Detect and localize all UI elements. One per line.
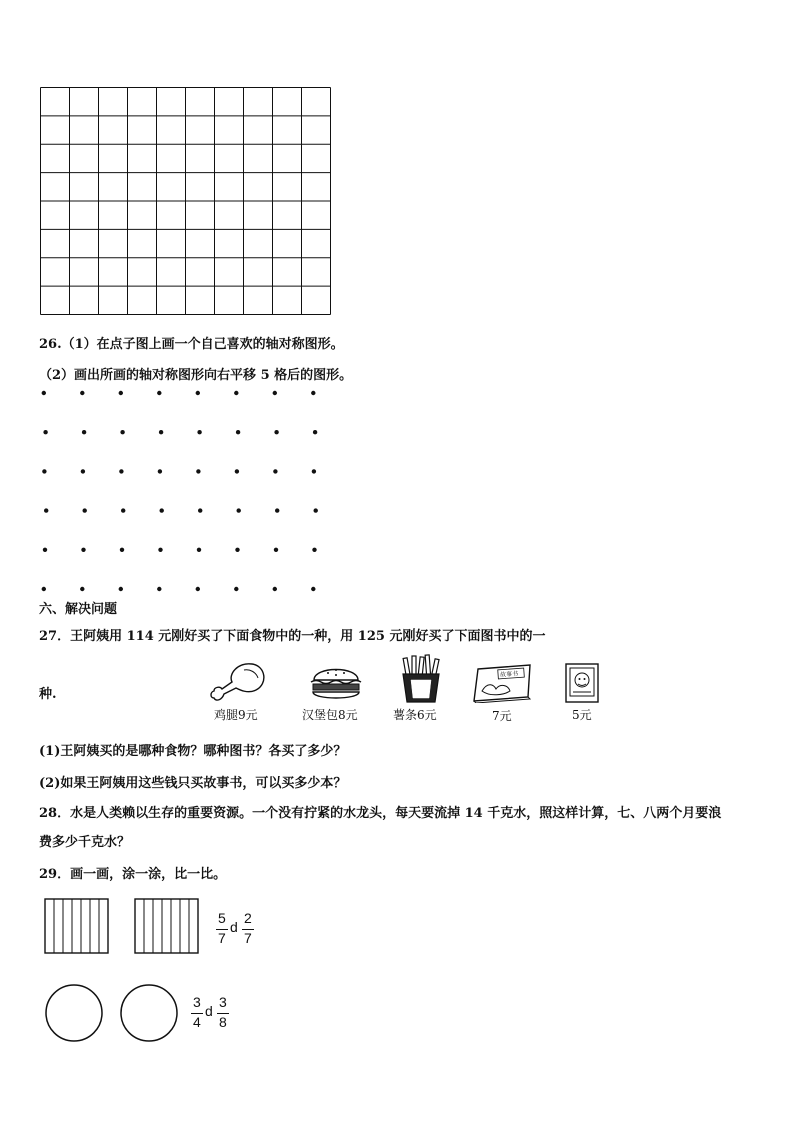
- grid-dot: [313, 430, 317, 434]
- french-fries-icon: [395, 654, 447, 704]
- compare-placeholder[interactable]: d: [230, 919, 238, 935]
- grid-dot: [197, 430, 201, 434]
- grid-dot: [196, 469, 200, 473]
- grid-dot: [157, 587, 161, 591]
- story-book-icon: [470, 663, 534, 703]
- grid-dot: [158, 469, 162, 473]
- grid-dot: [273, 587, 277, 591]
- item-french-fries: [393, 654, 453, 723]
- fraction-numerator: 2: [244, 910, 252, 926]
- compare-placeholder[interactable]: d: [205, 1003, 213, 1019]
- fraction-comparison-2: [191, 994, 229, 1034]
- grid-dot: [234, 587, 238, 591]
- picture-book-icon: [562, 662, 602, 704]
- grid-dot: [81, 469, 85, 473]
- chicken-leg-icon: [208, 660, 268, 704]
- story-book-cover-title: 故事书: [499, 670, 519, 679]
- grid-dot: [274, 548, 278, 552]
- question-27-text: 27．王阿姨用 114 元刚好买了下面食物中的一种，用 125 元刚好买了下面图书中的一: [39, 629, 546, 644]
- grid-dot: [235, 548, 239, 552]
- fraction-circle-2[interactable]: [119, 983, 179, 1043]
- grid-dot: [42, 391, 46, 395]
- fraction-denominator: 8: [219, 1014, 227, 1030]
- grid-dot: [160, 508, 164, 512]
- grid-dot: [44, 508, 48, 512]
- grid-dot: [311, 391, 315, 395]
- grid-dot: [312, 469, 316, 473]
- fraction-numerator: 5: [218, 910, 226, 926]
- grid-dot: [273, 469, 277, 473]
- grid-dot: [120, 430, 124, 434]
- grid-dot: [82, 430, 86, 434]
- fraction-denominator: 4: [193, 1014, 201, 1030]
- grid-dot: [197, 548, 201, 552]
- grid-dot: [120, 548, 124, 552]
- grid-dot: [275, 508, 279, 512]
- item-story-book: [470, 663, 536, 724]
- fraction-numerator: 3: [219, 994, 227, 1010]
- fraction-denominator: 7: [244, 930, 252, 946]
- grid-dot: [311, 587, 315, 591]
- fraction-comparison-1: [216, 910, 254, 950]
- item-chicken-leg: [208, 660, 272, 723]
- grid-dot: [157, 391, 161, 395]
- grid-dot: [159, 430, 163, 434]
- hamburger-icon: [306, 660, 366, 704]
- square-grid[interactable]: [39, 86, 332, 316]
- fraction-denominator: 7: [218, 930, 226, 946]
- grid-dot: [196, 391, 200, 395]
- item-hamburger: [302, 660, 372, 723]
- grid-dot: [43, 548, 47, 552]
- question-26-part1: 26.（1）在点子图上画一个自己喜欢的轴对称图形。: [39, 337, 344, 352]
- question-27-sub1: (1)王阿姨买的是哪种食物？哪种图书？各买了多少？: [39, 744, 347, 759]
- question-28-text: 28．水是人类赖以生存的重要资源。一个没有拧紧的水龙头，每天要流掉 14 千克水，照这样计算，七、八两个月要浪: [39, 806, 722, 821]
- dot-grid[interactable]: [35, 384, 335, 600]
- question-28-text-cont: 费多少千克水？: [39, 835, 131, 850]
- grid-dot: [80, 587, 84, 591]
- question-26-part2: （2）画出所画的轴对称图形向右平移 5 格后的图形。: [39, 368, 353, 383]
- grid-dot: [43, 430, 47, 434]
- grid-dot: [237, 508, 241, 512]
- fraction-rectangle-2[interactable]: [134, 898, 200, 954]
- grid-dot: [198, 508, 202, 512]
- fraction-numerator: 3: [193, 994, 201, 1010]
- grid-dot: [234, 391, 238, 395]
- grid-dot: [314, 508, 318, 512]
- question-29-title: 29．画一画，涂一涂，比一比。: [39, 867, 227, 882]
- fraction-rectangle-1[interactable]: [44, 898, 110, 954]
- fraction-circle-1[interactable]: [44, 983, 104, 1043]
- grid-dot: [42, 469, 46, 473]
- item-label: 7元: [492, 709, 512, 723]
- grid-dot: [274, 430, 278, 434]
- grid-dot: [83, 508, 87, 512]
- grid-dot: [121, 508, 125, 512]
- item-label: 鸡腿9元: [214, 708, 258, 722]
- grid-dot: [273, 391, 277, 395]
- grid-dot: [196, 587, 200, 591]
- grid-dot: [81, 548, 85, 552]
- grid-dot: [80, 391, 84, 395]
- grid-dot: [236, 430, 240, 434]
- question-27-text-cont: 种.: [39, 687, 57, 702]
- question-27-sub2: (2)如果王阿姨用这些钱只买故事书，可以买多少本？: [39, 776, 347, 791]
- grid-dot: [119, 391, 123, 395]
- grid-dot: [119, 587, 123, 591]
- grid-dot: [158, 548, 162, 552]
- grid-dot: [42, 587, 46, 591]
- grid-dot: [235, 469, 239, 473]
- item-label: 汉堡包8元: [302, 708, 358, 722]
- item-label: 5元: [572, 708, 592, 722]
- item-label: 薯条6元: [393, 708, 437, 722]
- grid-dot: [312, 548, 316, 552]
- item-picture-book: [562, 662, 602, 723]
- grid-dot: [119, 469, 123, 473]
- section-6-title: 六、解决问题: [39, 602, 118, 617]
